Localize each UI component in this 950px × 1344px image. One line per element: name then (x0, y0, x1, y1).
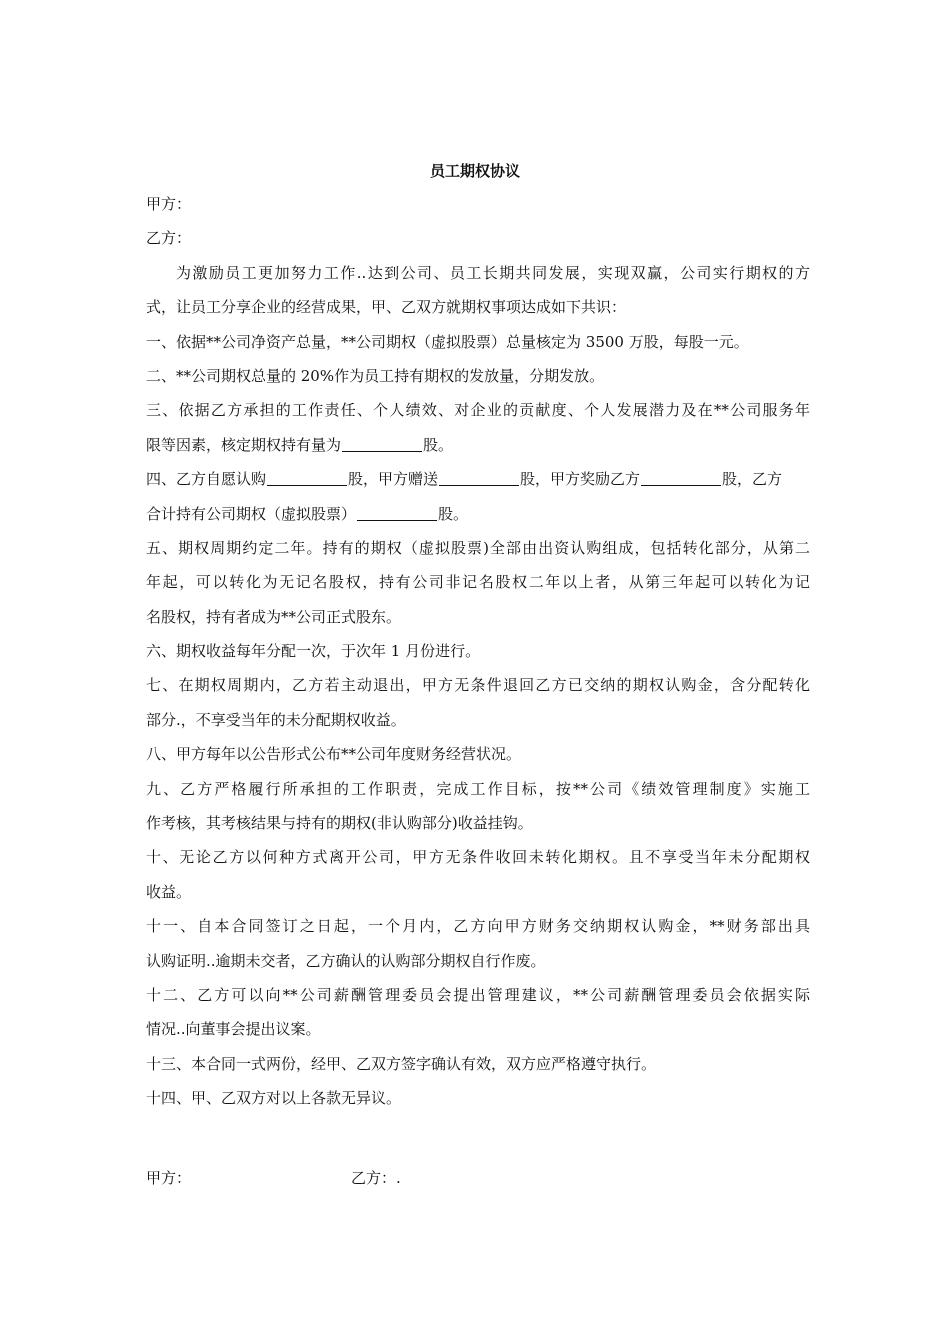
clause-4-line-1 (146, 468, 810, 502)
clause-3-line-2 (146, 434, 810, 468)
clause-1: 一、依据**公司净资产总量，**公司期权（虚拟股票）总量核定为 3500 万股，每股一元。 (146, 332, 749, 351)
clause-11-line-1: 十一、自本合同签订之日起，一个月内，乙方向甲方财务交纳期权认购金，**财务部出具 (146, 917, 810, 936)
clause-3-text: 限等因素，核定期权持有量为 (146, 435, 342, 454)
clause-11-line-2: 认购证明..逾期未交者，乙方确认的认购部分期权自行作废。 (146, 951, 546, 970)
party-a-label: 甲方： (146, 195, 192, 213)
share-quantity-blank (342, 437, 422, 452)
clause-12-line-1: 十二、乙方可以向**公司薪酬管理委员会提出管理建议，**公司薪酬管理委员会依据实际 (146, 985, 810, 1004)
clause-7-line-2: 部分.，不享受当年的未分配期权收益。 (146, 710, 406, 729)
gift-shares-blank (439, 471, 519, 486)
clause-6: 六、期权收益每年分配一次，于次年 1 月份进行。 (146, 642, 481, 661)
clause-4-text-a: 四、乙方自愿认购 (146, 470, 267, 489)
clause-9-line-2: 作考核，其考核结果与持有的期权(非认购部分)收益挂钩。 (146, 814, 533, 833)
clause-4-total-text: 合计持有公司期权（虚拟股票） (146, 504, 357, 523)
clause-14: 十四、甲、乙双方对以上各款无异议。 (146, 1089, 402, 1108)
total-shares-blank (357, 506, 437, 521)
clause-3-line-1: 三、依据乙方承担的工作责任、个人绩效、对企业的贡献度、个人发展潜力及在**公司服务年 (146, 401, 810, 420)
clause-13: 十三、本合同一式两份，经甲、乙双方签字确认有效，双方应严格遵守执行。 (146, 1054, 657, 1073)
clause-5-line-2: 年起，可以转化为无记名股权，持有公司非记名股权二年以上者，从第三年起可以转化为记 (146, 573, 810, 592)
clause-10-line-2: 收益。 (146, 882, 192, 901)
clause-2: 二、**公司期权总量的 20%作为员工持有期权的发放量，分期发放。 (146, 366, 605, 385)
clause-4-line-2 (146, 503, 810, 537)
clause-7-line-1: 七、在期权周期内，乙方若主动退出，甲方无条件退回乙方已交纳的期权认购金，含分配转化 (146, 676, 810, 695)
clause-3-unit: 股。 (423, 435, 454, 454)
signature-party-b: 乙方：. (351, 1169, 401, 1187)
self-purchase-blank (267, 471, 347, 486)
clause-12-line-2: 情况..向董事会提出议案。 (146, 1020, 321, 1039)
clause-4-text-b: 股，甲方赠送 (348, 470, 439, 489)
document-title: 员工期权协议 (429, 162, 520, 180)
clause-4-text-d: 股，乙方 (722, 470, 783, 489)
party-b-label: 乙方： (146, 229, 192, 248)
clause-5-line-1: 五、期权周期约定二年。持有的期权（虚拟股票)全部由出资认购组成，包括转化部分，从第二 (146, 538, 810, 557)
clause-4-text-c: 股，甲方奖励乙方 (520, 470, 641, 489)
document-body (146, 193, 810, 1122)
clause-4-total-unit: 股。 (438, 504, 469, 523)
clause-10-line-1: 十、无论乙方以何种方式离开公司，甲方无条件收回未转化期权。且不享受当年未分配期权 (146, 848, 810, 867)
clause-5-line-3: 名股权，持有者成为**公司正式股东。 (146, 607, 402, 626)
clause-9-line-1: 九、乙方严格履行所承担的工作职责，完成工作目标，按**公司《绩效管理制度》实施工 (146, 779, 810, 798)
intro-line-2: 式，让员工分享企业的经营成果，甲、乙双方就期权事项达成如下共识： (146, 298, 627, 317)
clause-8: 八、甲方每年以公告形式公布**公司年度财务经营状况。 (146, 745, 522, 764)
intro-line-1: 为激励员工更加努力工作..达到公司、员工长期共同发展，实现双赢，公司实行期权的方 (176, 263, 810, 282)
signature-party-a: 甲方： (146, 1169, 192, 1187)
reward-shares-blank (641, 471, 721, 486)
